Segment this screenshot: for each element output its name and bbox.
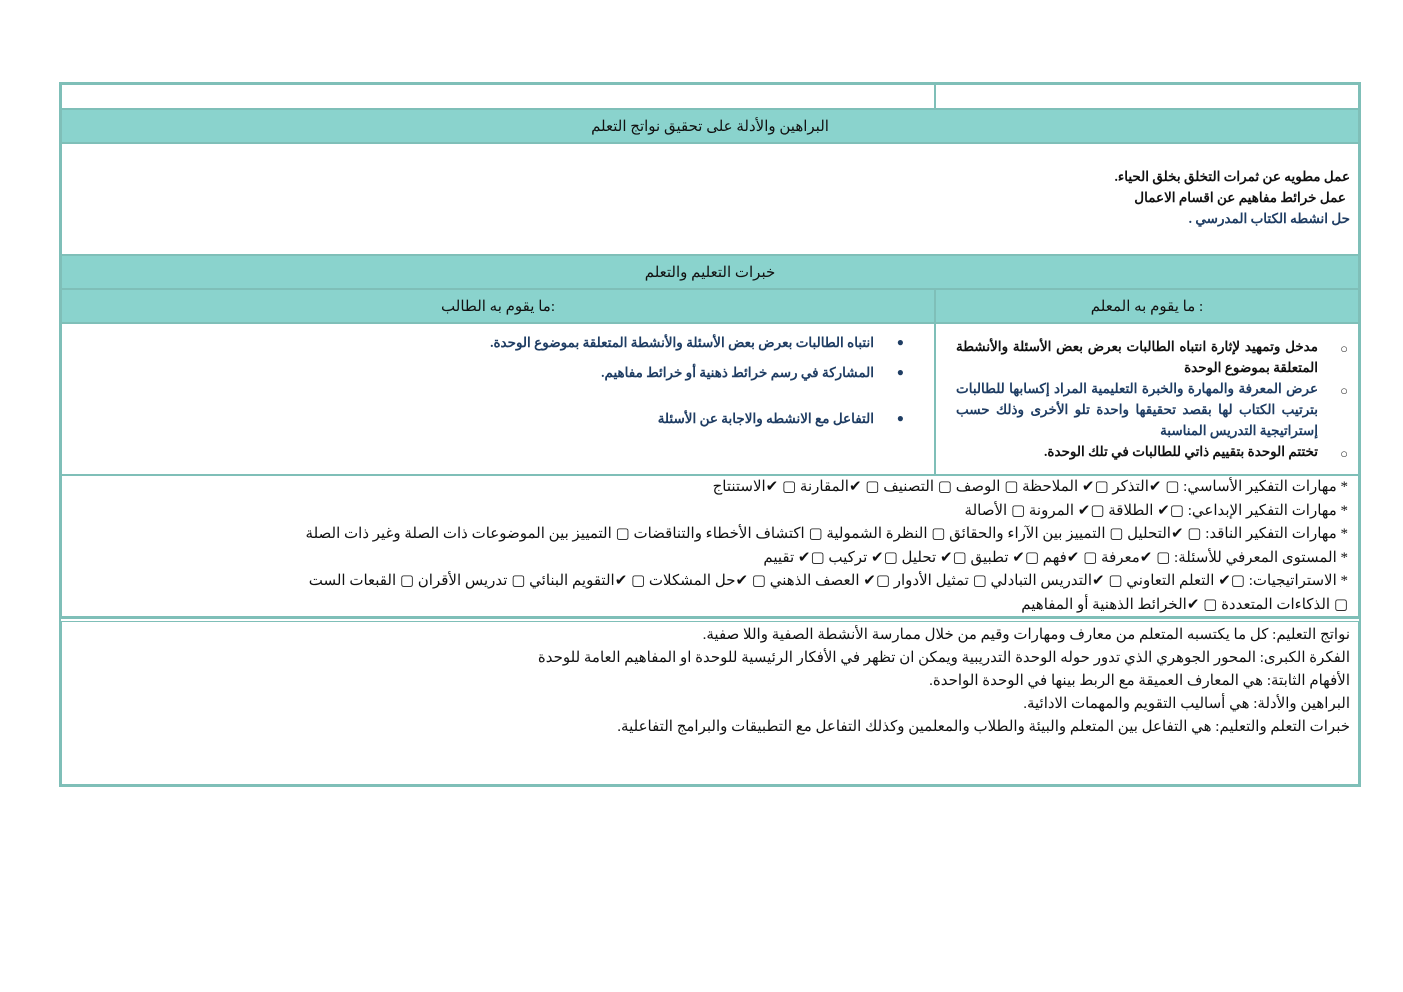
definition-evidence: البراهين والأدلة: هي أساليب التقويم والمهمات الادائية. [1023, 696, 1350, 712]
experiences-header-text: خبرات التعليم والتعلم [644, 264, 776, 281]
experiences-subheader-row [61, 289, 1359, 323]
teacher-item-1: ○ مدخل وتمهيد لإثارة انتباه الطالبات بعرض بعض الأسئلة والأنشطة المتعلقة بموضوع الوحدة [956, 339, 1348, 375]
strategies-continued: ▢ الذكاءات المتعددة ▢ ✔الخرائط الذهنية أو المفاهيم [1021, 596, 1348, 613]
bullet-icon: ● [896, 411, 904, 425]
teacher-item-2: ○ عرض المعرفة والمهارة والخبرة التعليمية المراد إكسابها للطالبات بترتيب الكتاب لها بقصد تحقيقها واحدة تلو الأخرى وذلك حسب إستراتيجية التدريس المناسبة [956, 381, 1348, 438]
critical-thinking-skills: * مهارات التفكير الناقد: ▢ ✔التحليل ▢ التمييز بين الآراء والحقائق ▢ النظرة الشمولية ▢ اكتشاف الأخطاء والتناقضات ▢ التمييز بين الموضوعات ذات الصلة وغير ذات الصلة [305, 526, 1348, 542]
student-item-3: ● التفاعل مع الانشطه والاجابة عن الأسئلة [62, 408, 924, 429]
evidence-item-2: عمل خرائط مفاهيم عن اقسام الاعمال [1134, 190, 1346, 205]
basic-thinking-skills: * مهارات التفكير الأساسي: ▢ ✔التذكر ▢✔ الملاحظة ▢ الوصف ▢ التصنيف ▢ ✔المقارنة ▢ ✔الاستنتاج [712, 479, 1348, 495]
student-header-text: ما يقوم به الطالب: [441, 298, 555, 315]
experiences-content-row [61, 323, 1359, 475]
creative-thinking-skills: * مهارات التفكير الإبداعي: ▢✔ الطلاقة ▢✔ المرونة ▢ الأصالة [964, 502, 1348, 519]
student-activities-list [62, 332, 924, 429]
unit-plan-table [59, 82, 1361, 787]
evidence-item-1: عمل مطويه عن ثمرات التخلق بخلق الحياء. [1114, 169, 1350, 184]
section-divider [61, 617, 1359, 619]
definition-big-idea: الفكرة الكبرى: المحور الجوهري الذي تدور حوله الوحدة التدريبية ويمكن ان تظهر في الأفكار الرئيسية للوحدة او المفاهيم العامة للوحدة [537, 650, 1350, 666]
definition-enduring-understandings: الأفهام الثابتة: هي المعارف العميقة مع الربط بينها في الوحدة الواحدة. [929, 673, 1350, 689]
student-item-1: ● انتباه الطالبات بعرض بعض الأسئلة والأنشطة المتعلقة بموضوع الوحدة. [62, 332, 924, 353]
circle-bullet-icon: ○ [1340, 341, 1348, 356]
bullet-icon: ● [896, 335, 904, 349]
teacher-activities-cell [935, 323, 1359, 475]
evidence-header [61, 109, 1359, 143]
student-column-header [61, 289, 935, 323]
definition-learning-experiences: خبرات التعلم والتعليم: هي التفاعل بين المتعلم والبيئة والطلاب والمعلمين وكذلك التفاعل مع التطبيقات والبرامج التفاعلية. [617, 719, 1350, 735]
teacher-item-3: ○ تختتم الوحدة بتقييم ذاتي للطالبات في تلك الوحدة. [956, 441, 1358, 462]
definitions-section [61, 621, 1359, 785]
top-empty-cell-left [61, 84, 935, 109]
student-item-2: ● المشاركة في رسم خرائط ذهنية أو خرائط مفاهيم. [62, 362, 924, 383]
strategies: * الاستراتيجيات: ▢✔ التعلم التعاوني ▢ ✔التدريس التبادلي ▢ تمثيل الأدوار ▢✔ العصف الذهني ▢ ✔حل المشكلات ▢ ✔التقويم البنائي ▢ تدريس الأقران ▢ القبعات الست [308, 573, 1348, 589]
teacher-column-header [935, 289, 1359, 323]
definition-learning-outcomes: نواتج التعليم: كل ما يكتسبه المتعلم من معارف ومهارات وقيم من خلال ممارسة الأنشطة الصفية واللا صفية. [702, 627, 1350, 643]
top-empty-row [61, 84, 1359, 109]
teacher-activities-list [956, 336, 1358, 462]
teacher-header-text: ما يقوم به المعلم : [1090, 298, 1204, 315]
circle-bullet-icon: ○ [1340, 383, 1348, 398]
skills-section [61, 475, 1359, 617]
evidence-content [61, 143, 1359, 255]
evidence-header-text: البراهين والأدلة على تحقيق نواتج التعلم [591, 118, 829, 135]
top-empty-cell-right [935, 84, 1359, 109]
circle-bullet-icon: ○ [1340, 446, 1348, 461]
evidence-item-3: حل انشطه الكتاب المدرسي . [1188, 211, 1350, 226]
student-activities-cell [61, 323, 935, 475]
cognitive-level-questions: * المستوى المعرفي للأسئلة: ▢ ✔معرفة ▢ ✔فهم ▢✔ تطبيق ▢✔ تحليل ▢✔ تركيب ▢✔ تقييم [763, 549, 1348, 566]
experiences-header [61, 255, 1359, 289]
bullet-icon: ● [896, 365, 904, 379]
